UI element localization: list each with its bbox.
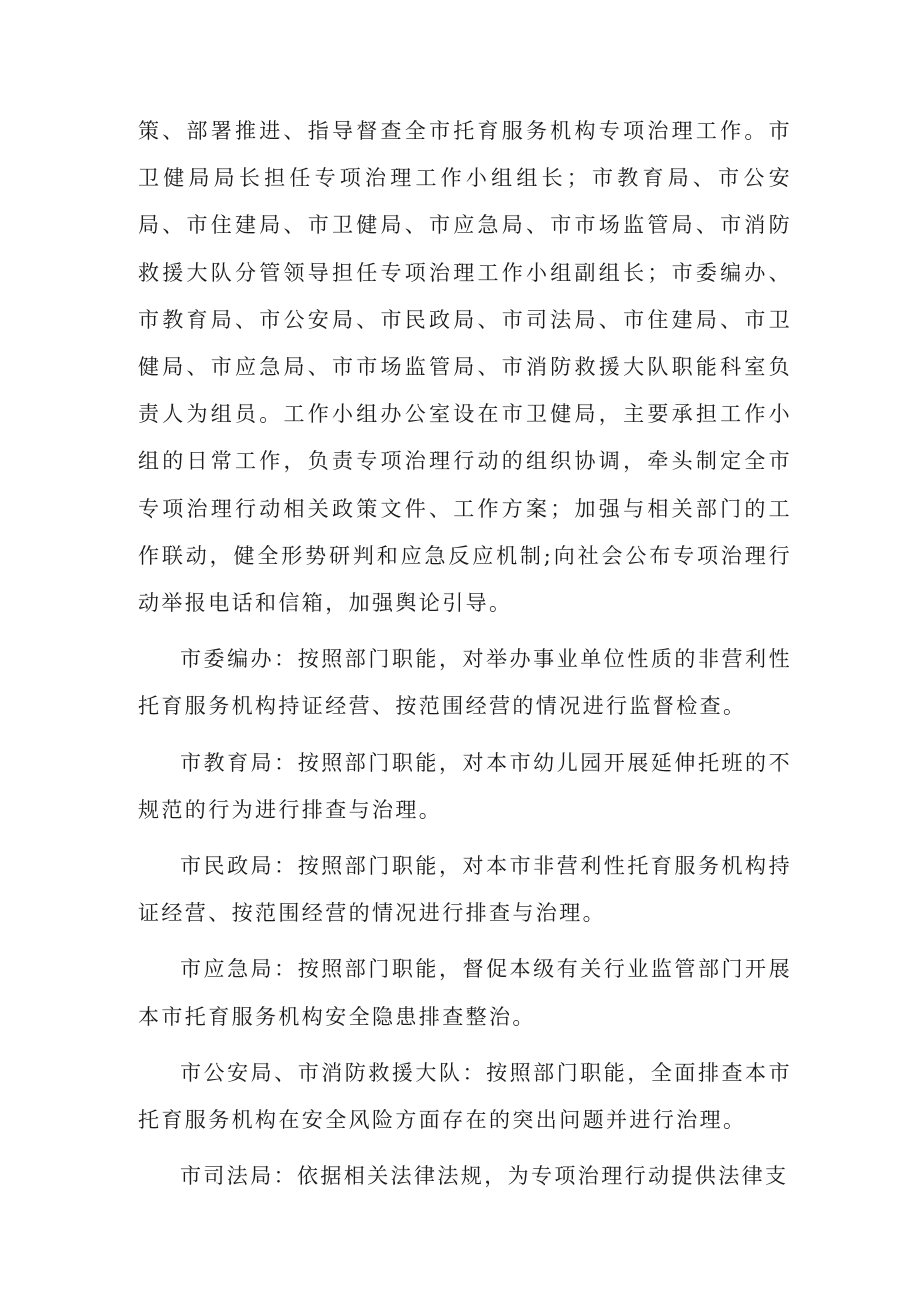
paragraph-civil-affairs-bureau: 市民政局：按照部门职能，对本市非营利性托育服务机构持证经营、按范围经营的情况进行排查与治理。 xyxy=(138,854,792,926)
paragraph-justice-bureau: 市司法局：依据相关法律法规，为专项治理行动提供法律支 xyxy=(180,1164,789,1189)
paragraph-education-bureau: 市教育局：按照部门职能，对本市幼儿园开展延伸托班的不规范的行为进行排查与治理。 xyxy=(138,750,792,822)
paragraph-public-security-fire: 市公安局、市消防救援大队：按照部门职能，全面排查本市托育服务机构在安全风险方面存在的突出问题并进行治理。 xyxy=(138,1060,792,1133)
paragraph-continuation: 策、部署推进、指导督查全市托育服务机构专项治理工作。市卫健局局长担任专项治理工作小组组长；市教育局、市公安局、市住建局、市卫健局、市应急局、市市场监管局、市消防救援大队分管领导担任专项治理工作小组副组长；市委编办、市教育局、市公安局、市民政局、市司法局、市住建局、市卫健局、市应急局、市市场监管局、市消防救援大队职能科室负责人为组员。工作小组办公室设在市卫健局，主要承担工作小组的日常工作，负责专项治理行动的组织协调，牵头制定全市专项治理行动相关政策文件、工作方案；加强与相关部门的工作联动，健全形势研判和应急反应机制;向社会公布专项治理行动举报电话和信箱，加强舆论引导。 xyxy=(138,119,792,616)
paragraph-municipal-committee-office: 市委编办：按照部门职能，对举办事业单位性质的非营利性托育服务机构持证经营、按范围经营的情况进行监督检查。 xyxy=(138,647,792,719)
paragraph-emergency-bureau: 市应急局：按照部门职能，督促本级有关行业监管部门开展本市托育服务机构安全隐患排查整治。 xyxy=(138,957,792,1029)
document-body xyxy=(138,108,792,1209)
